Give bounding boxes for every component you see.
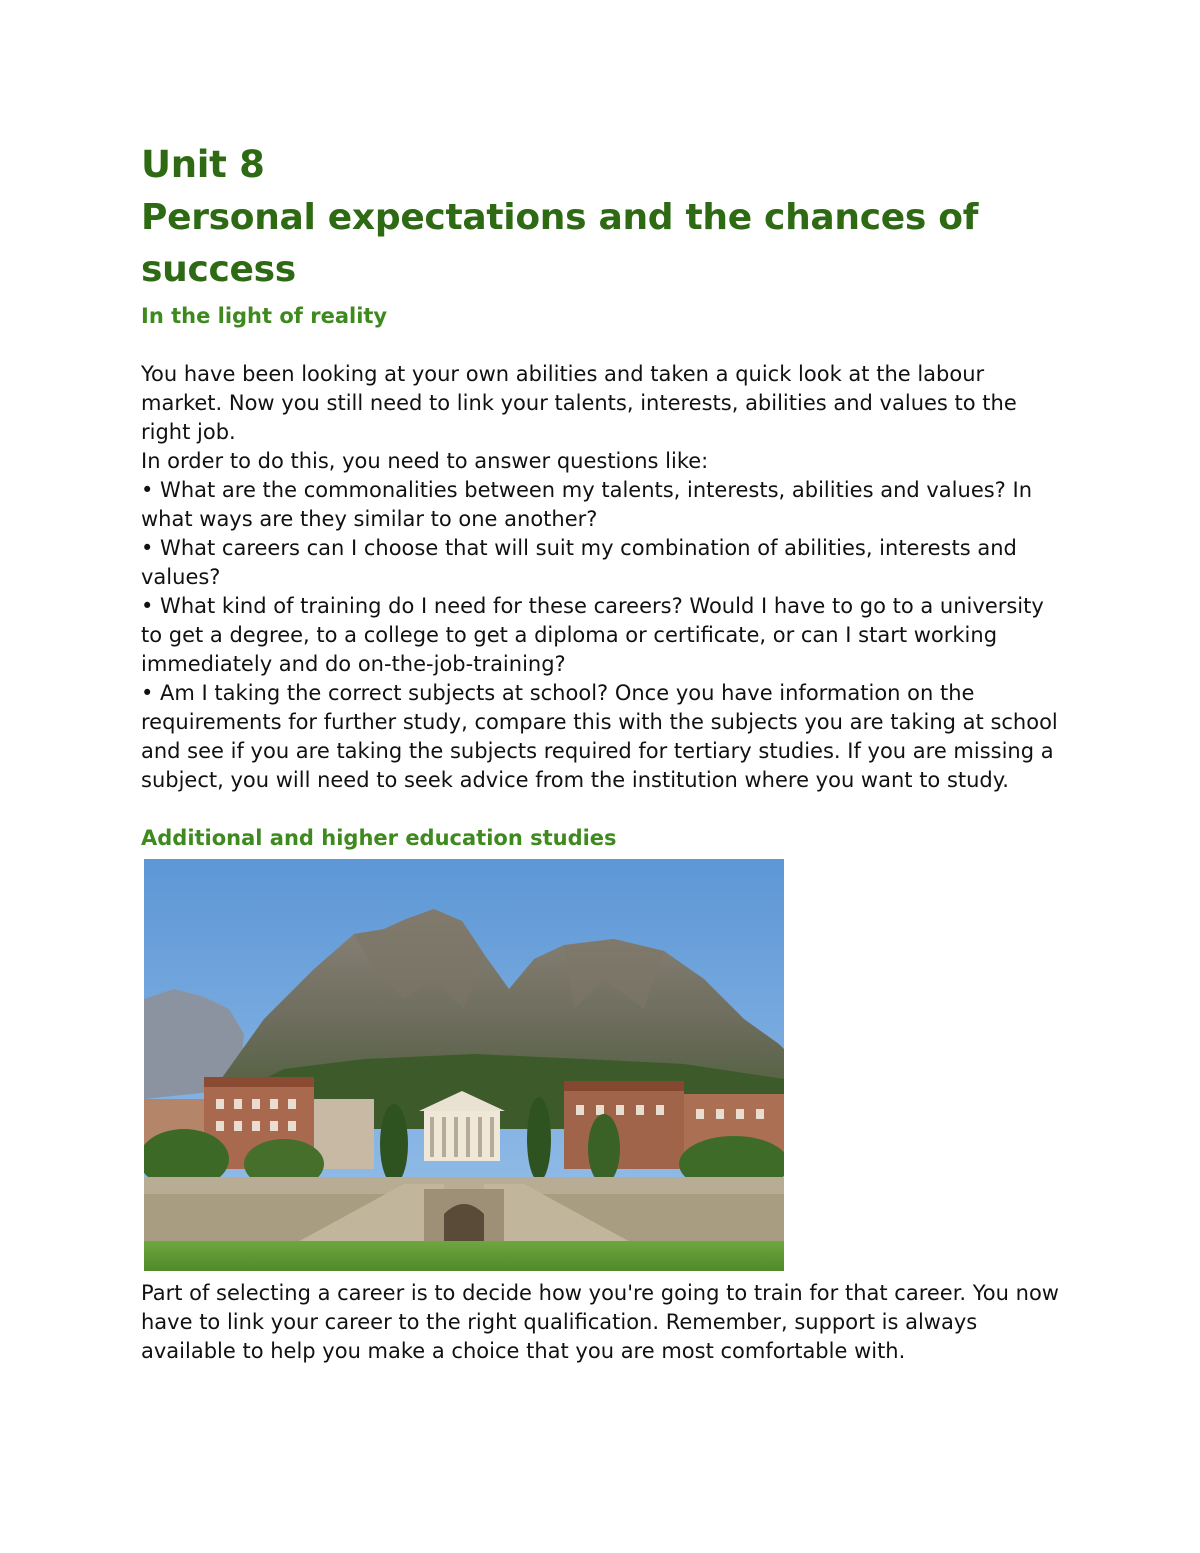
section-heading-reality: In the light of reality (141, 304, 388, 328)
campus-photo (144, 859, 784, 1271)
section-heading-education: Additional and higher education studies (141, 826, 617, 850)
questions-lead: In order to do this, you need to answer questions like: (141, 449, 709, 473)
bullet-item: • What kind of training do I need for these careers? Would I have to go to a university to get a degree, to a college to get a diploma or certificate, or can I start working immediately and do on-the-job-training? (141, 594, 1044, 676)
section-body-reality (141, 360, 1066, 795)
chapter-title: Personal expectations and the chances of success (141, 197, 979, 290)
document-page (141, 138, 1081, 1366)
closing-paragraph: Part of selecting a career is to decide how you're going to train for that career. You now have to link your career to the right qualification. Remember, support is always available to help you make a choice that you are most comfortable with. (141, 1281, 1059, 1363)
bullet-item: • Am I taking the correct subjects at school? Once you have information on the requirements for further study, compare this with the subjects you are taking at school and see if you are taking the subjects required for tertiary studies. If you are missing a subject, you will need to seek advice from the institution where you want to study. (141, 681, 1058, 792)
bullet-item: • What are the commonalities between my talents, interests, abilities and values? In what ways are they similar to one another? (141, 478, 1033, 531)
intro-paragraph: You have been looking at your own abilities and taken a quick look at the labour market. Now you still need to link your talents, interests, abilities and values to the right job. (141, 362, 1017, 444)
unit-title: Unit 8 (141, 143, 265, 186)
bullet-item: • What careers can I choose that will suit my combination of abilities, interests and values? (141, 536, 1017, 589)
